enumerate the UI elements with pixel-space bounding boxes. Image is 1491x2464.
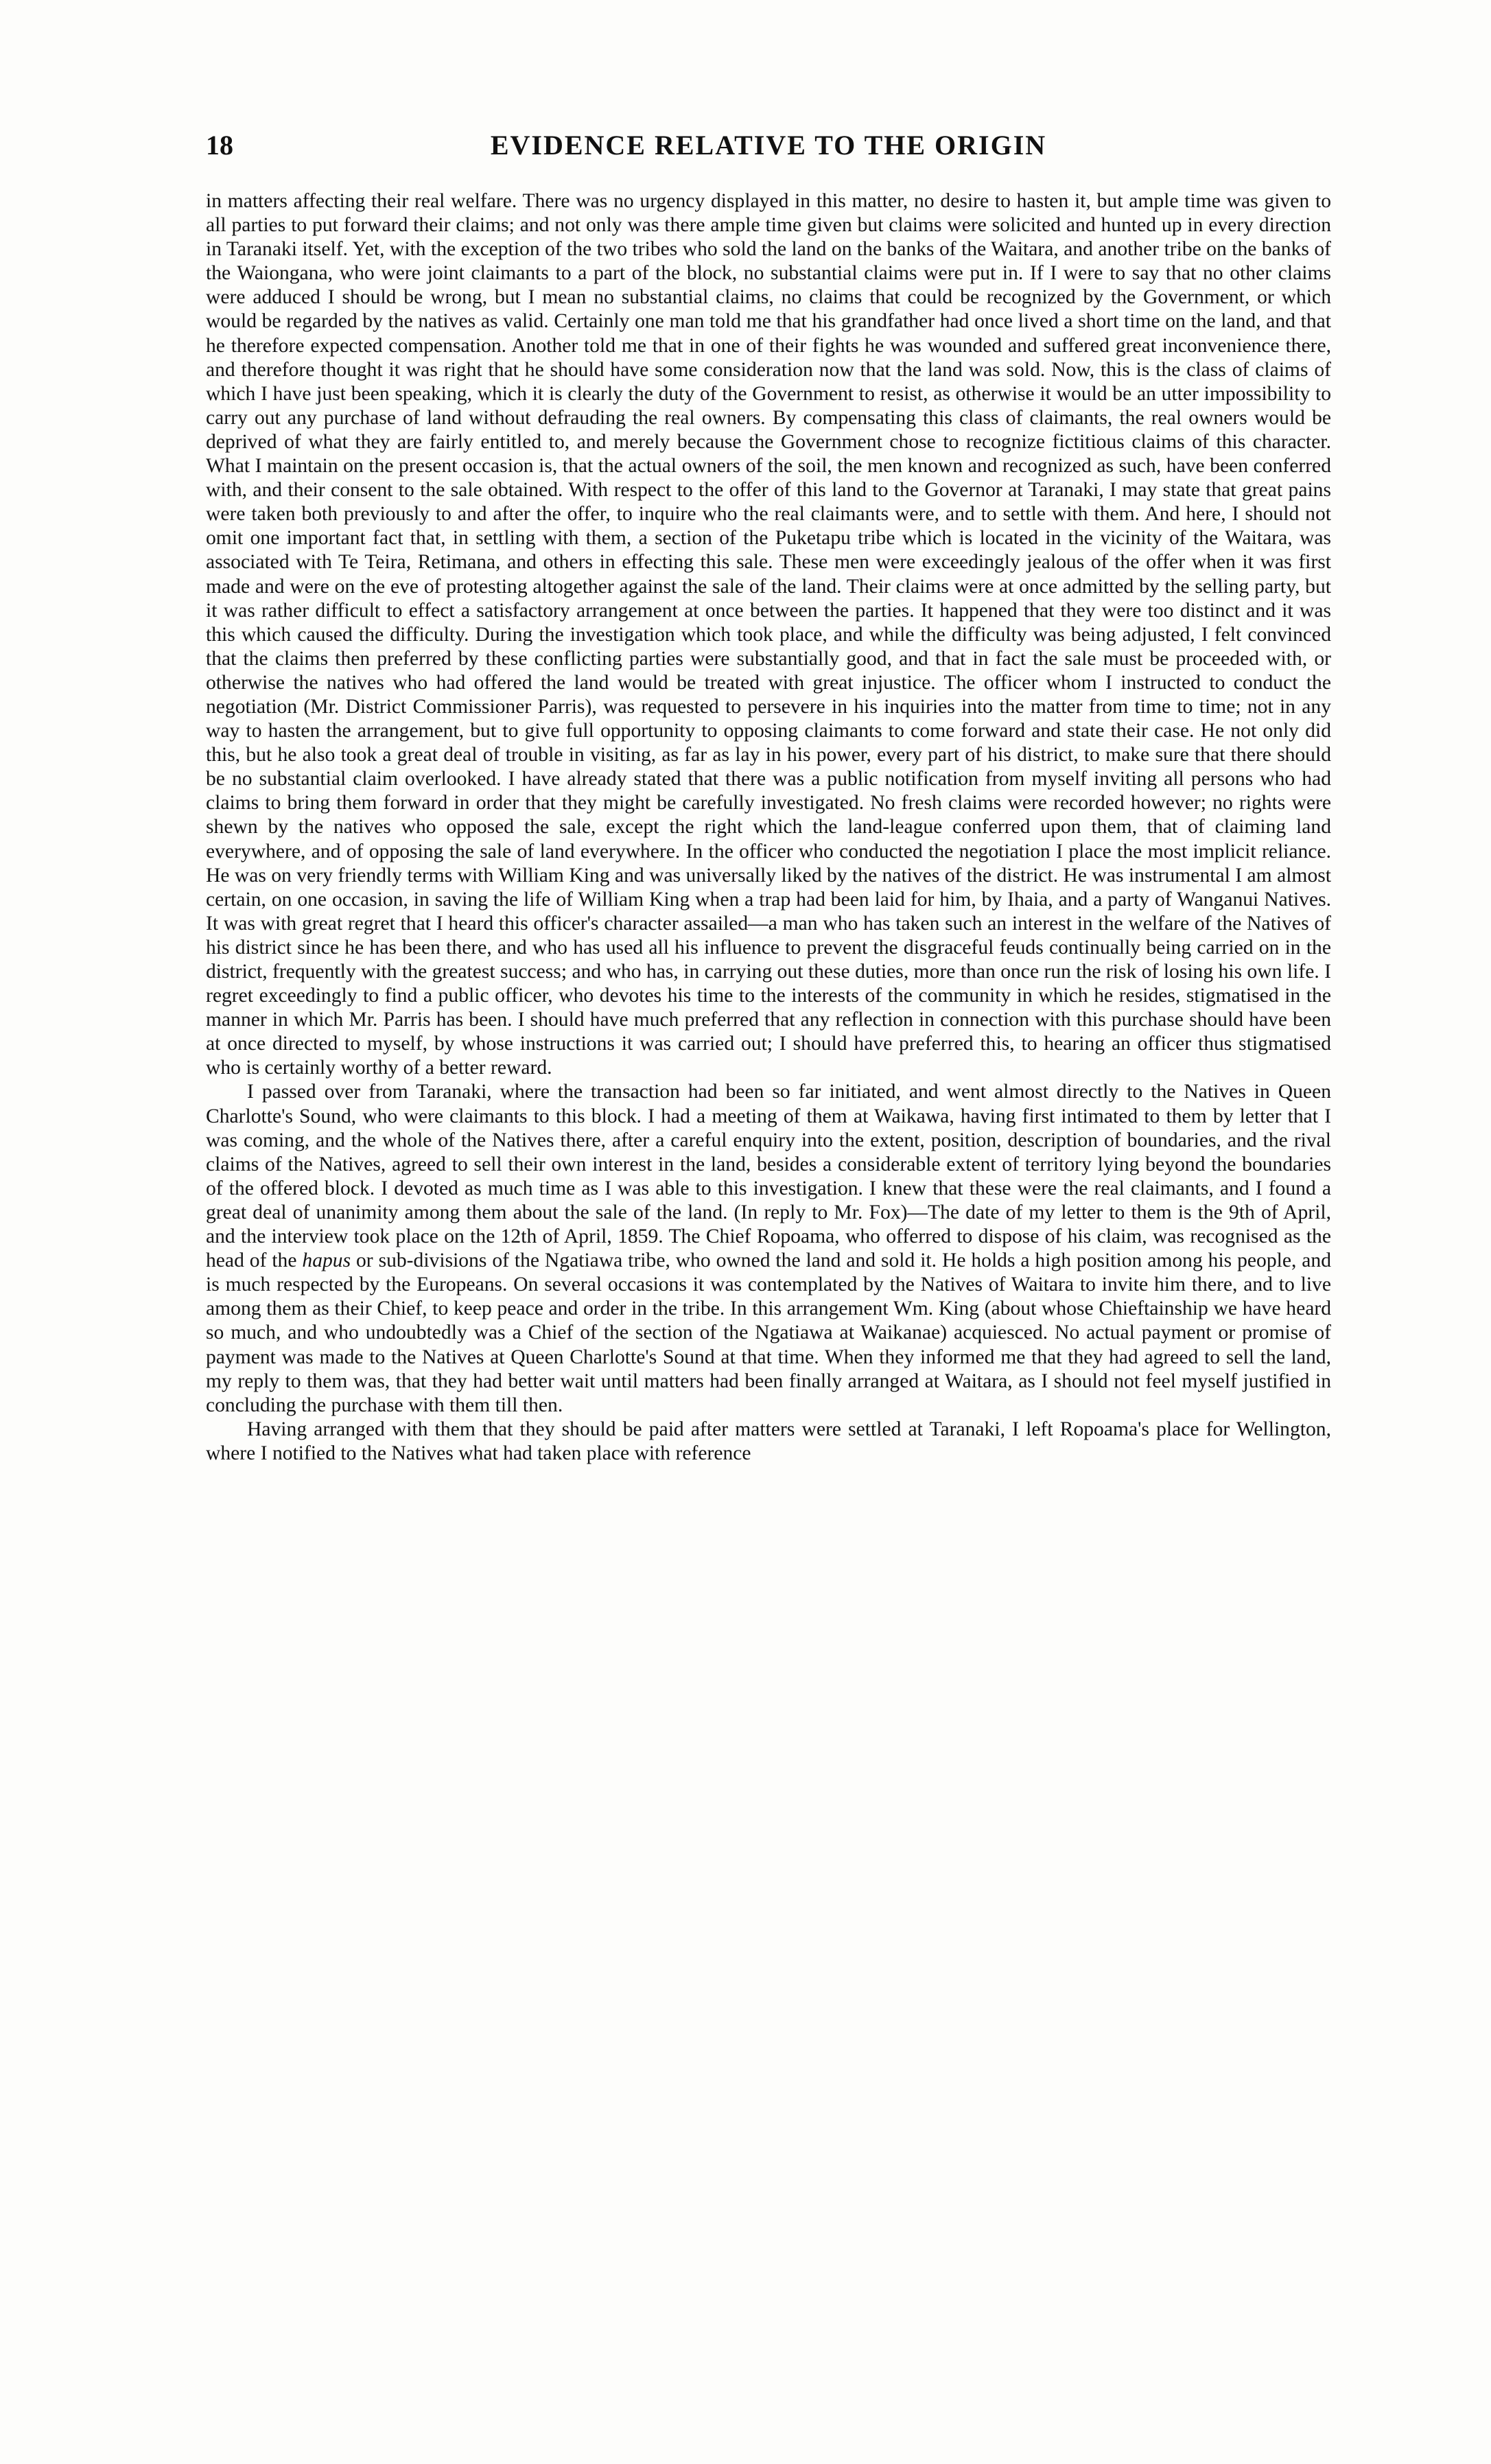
paragraph-3: Having arranged with them that they should be paid after matters were settled at Taranaki, I left Ropoama's place for Wellington, where I notified to the Natives what had taken place with reference xyxy=(206,1418,1331,1464)
page-header xyxy=(206,129,1331,177)
paragraph-1: in matters affecting their real welfare. There was no urgency displayed in this matter, no desire to hasten it, but ample time was given to all parties to put forward their claims; and not only was there ample time given but claims were solicited and hunted up in every direction in Taranaki itself. Yet, with the exception of the two tribes who sold the land on the banks of the Waitara, and another tribe on the banks of the Waiongana, who were joint claimants to a part of the block, no substantial claims were put in. If I were to say that no other claims were adduced I should be wrong, but I mean no substantial claims, no claims that could be recognized by the Government, or which would be regarded by the natives as valid. Certainly one man told me that his grandfather had once lived a short time on the land, and that he therefore expected compensation. Another told me that in one of their fights he was wounded and suffered great inconvenience there, and therefore thought it was right that he should have some consideration now that the land was sold. Now, this is the class of claims of which I have just been speaking, which it is clearly the duty of the Government to resist, as otherwise it would be an utter impossibility to carry out any purchase of land without defrauding the real owners. By compensating this class of claimants, the real owners would be deprived of what they are fairly entitled to, and merely because the Government chose to recognize fictitious claims of this character. What I maintain on the present occasion is, that the actual owners of the soil, the men known and recognized as such, have been conferred with, and their consent to the sale obtained. With respect to the offer of this land to the Governor at Taranaki, I may state that great pains were taken both previously to and after the offer, to inquire who the real claimants were, and to settle with them. And here, I should not omit one important fact that, in settling with them, a section of the Puketapu tribe which is located in the vicinity of the Waitara, was associated with Te Teira, Retimana, and others in effecting this sale. These men were exceedingly jealous of the offer when it was first made and were on the eve of protesting altogether against the sale of the land. Their claims were at once admitted by the selling party, but it was rather difficult to effect a satisfactory arrangement at once between the parties. It happened that they were too distinct and it was this which caused the difficulty. During the investigation which took place, and while the difficulty was being adjusted, I felt convinced that the claims then preferred by these conflicting parties were substantially good, and that in fact the sale must be proceeded with, or otherwise the natives who had offered the land would be treated with great injustice. The officer whom I instructed to conduct the negotiation (Mr. District Commissioner Parris), was requested to persevere in his inquiries into the matter from time to time; not in any way to hasten the arrangement, but to give full opportunity to opposing claimants to come forward and state their case. He not only did this, but he also took a great deal of trouble in visiting, as far as lay in his power, every part of his district, to make sure that there should be no substantial claim overlooked. I have already stated that there was a public notification from myself inviting all persons who had claims to bring them forward in order that they might be carefully investigated. No fresh claims were recorded however; no rights were shewn by the natives who opposed the sale, except the right which the land-league conferred upon them, that of claiming land everywhere, and of opposing the sale of land everywhere. In the officer who conducted the negotiation I place the most implicit reliance. He was on very friendly terms with William King and was universally liked by the natives of the district. He was instrumental I am almost certain, on one occasion, in saving the life of William King when a trap had been laid for him, by Ihaia, and a party of Wanganui Natives. It was with great regret that I heard this officer's character assailed—a man who has taken such an interest in the welfare of the Natives of his district since he has been there, and who has used all his influence to prevent the disgraceful feuds continually being carried on in the district, frequently with the greatest success; and who has, in carrying out these duties, more than once run the risk of losing his own life. I regret exceedingly to find a public officer, who devotes his time to the interests of the community in which he resides, stigmatised in the manner in which Mr. Parris has been. I should have much preferred that any reflection in connection with this purchase should have been at once directed to myself, by whose instructions it was carried out; I should have preferred this, to hearing an officer thus stigmatised who is certainly worthy of a better reward. xyxy=(206,190,1331,1079)
italic-term-hapus: hapus xyxy=(302,1249,351,1272)
paragraph-2-part-2: or sub-divisions of the Ngatiawa tribe, who owned the land and sold it. He holds a high position among his people, and is much respected by the Europeans. On several occasions it was contemplated by the Natives of Waitara to invite him there, and to live among them as their Chief, to keep peace and order in the tribe. In this arrangement Wm. King (about whose Chieftainship we have heard so much, and who undoubtedly was a Chief of the section of the Ngatiawa at Waikanae) acquiesced. No actual payment or promise of payment was made to the Natives at Queen Charlotte's Sound at that time. When they informed me that they had agreed to sell the land, my reply to them was, that they had better wait until matters had been finally arranged at Waitara, as I should not feel myself justified in concluding the purchase with them till then. xyxy=(206,1249,1332,1416)
body-text xyxy=(206,189,1331,1466)
paragraph-2-part-1: I passed over from Taranaki, where the transaction had been so far initiated, and went almost directly to the Natives in Queen Charlotte's Sound, who were claimants to this block. I had a meeting of them at Waikawa, having first intimated to them by letter that I was coming, and the whole of the Natives there, after a careful enquiry into the extent, position, description of boundaries, and the rival claims of the Natives, agreed to sell their own interest in the land, besides a considerable extent of territory lying beyond the boundaries of the offered block. I devoted as much time as I was able to this investigation. I knew that these were the real claimants, and I found a great deal of unanimity among them about the sale of the land. (In reply to Mr. Fox)—The date of my letter to them is the 9th of April, and the interview took place on the 12th of April, 1859. The Chief Ropoama, who offerred to dispose of his claim, was recognised as the head of the xyxy=(206,1081,1331,1272)
running-head: EVIDENCE RELATIVE TO THE ORIGIN xyxy=(490,130,1047,161)
paragraph-2 xyxy=(206,1080,1331,1417)
page-number: 18 xyxy=(206,130,233,161)
